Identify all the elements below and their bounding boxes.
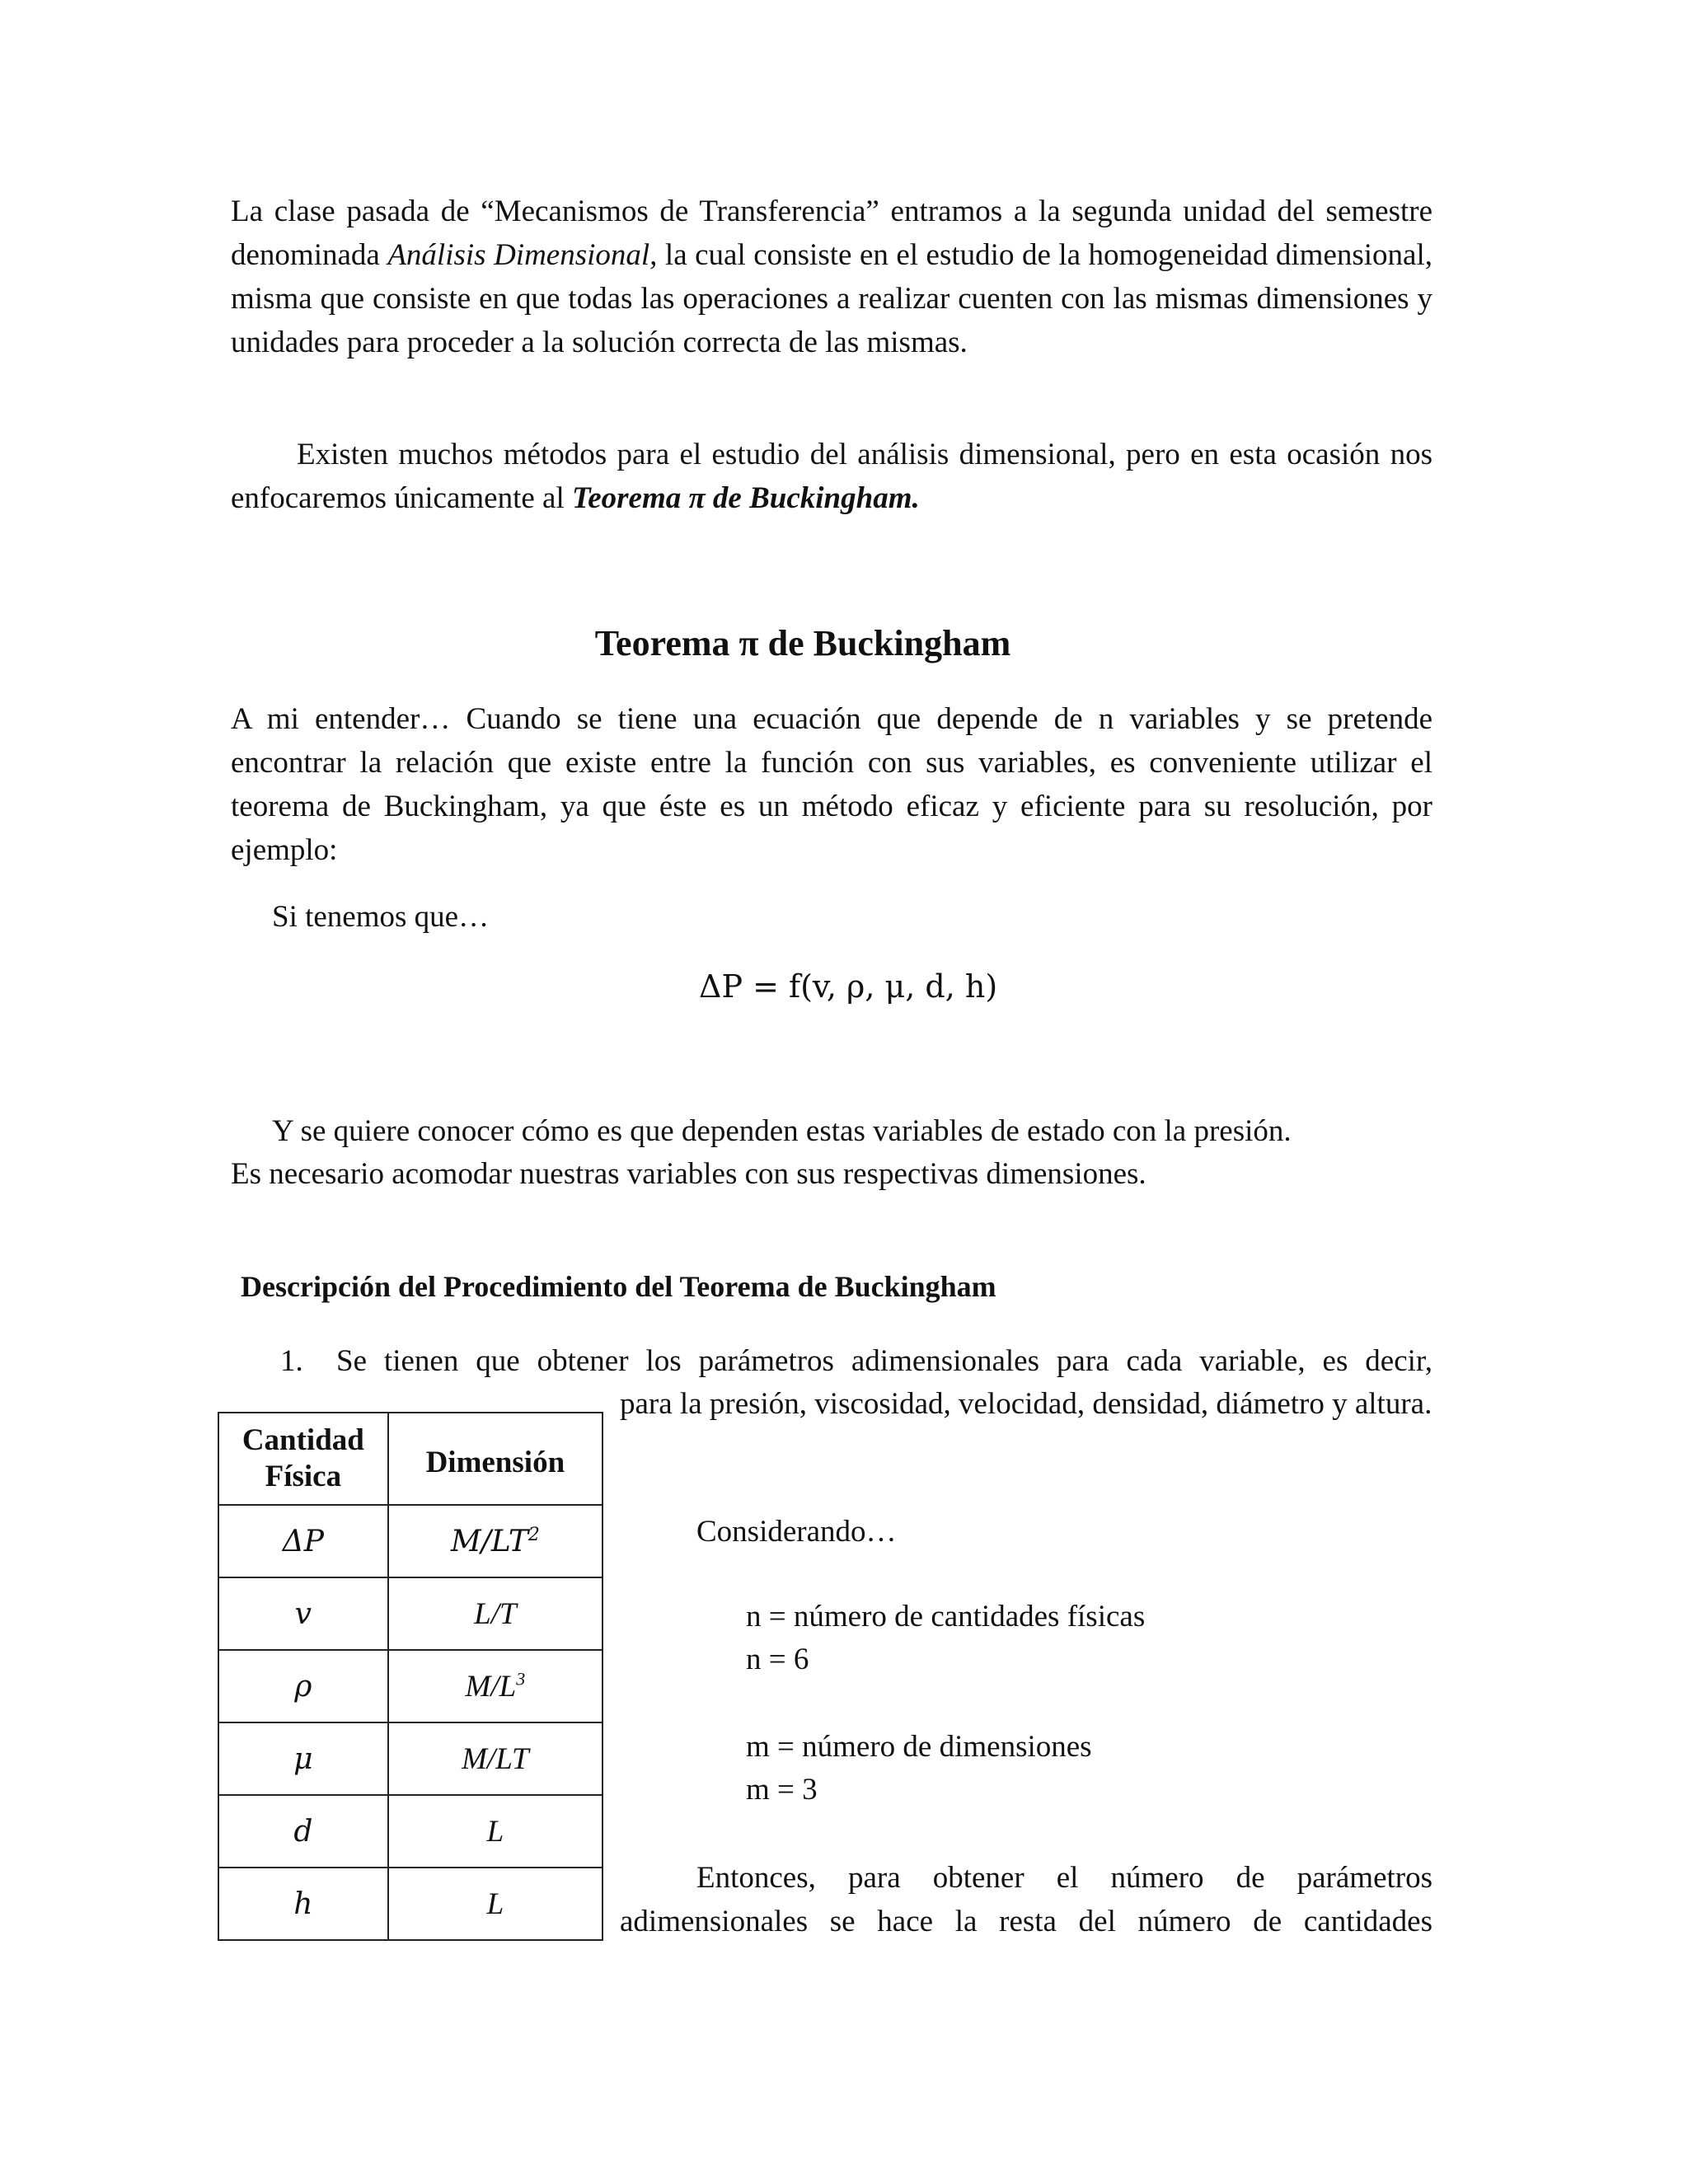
table-row	[218, 1577, 603, 1650]
n-definition: n = número de cantidades físicas	[746, 1600, 1146, 1633]
n-value: n = 6	[746, 1643, 809, 1676]
section-title: Teorema π de Buckingham	[594, 623, 1011, 663]
cell-cantidad: ρ	[218, 1650, 388, 1722]
intro-paragraph-1	[231, 190, 1432, 364]
step1-line1: Se tienen que obtener los parámetros adimensionales para cada variable, es decir,	[336, 1344, 1432, 1378]
table-row	[218, 1868, 603, 1940]
pressure-equation: ΔP = f(v, ρ, μ, d, h)	[699, 968, 998, 1005]
header-fisica-label: Física	[265, 1460, 342, 1493]
procedure-title: Descripción del Procedimiento del Teorema de Buckingham	[241, 1270, 996, 1303]
es-necesario-line: Es necesario acomodar nuestras variables con sus respectivas dimensiones.	[231, 1157, 1146, 1191]
cell-cantidad: μ	[218, 1722, 388, 1795]
section-paragraph: A mi entender… Cuando se tiene una ecuación que depende de n variables y se pretende encontrar la relación que existe entre la función con sus variables, es conveniente utilizar el teorema de Buckingham, ya que éste es un método eficaz y eficiente para su resolución, por ejemplo:	[231, 702, 1432, 867]
dimensions-table	[218, 1412, 603, 1941]
intro-p2-bold: Teorema π de Buckingham.	[572, 481, 920, 515]
cell-dimension	[388, 1505, 603, 1577]
cell-dimension	[388, 1650, 603, 1722]
table-row	[218, 1795, 603, 1868]
intro-paragraph-2	[231, 433, 1432, 520]
m-definition: m = número de dimensiones	[746, 1730, 1092, 1764]
table-header-row	[218, 1413, 603, 1505]
cell-dimension	[388, 1868, 603, 1940]
cell-dimension	[388, 1722, 603, 1795]
intro-p1-text-b: la cual consiste en el estudio de la homogeneidad dimensional, misma que consiste en que todas las operaciones a realizar cuenten con las mismas dimensiones y unidades para proceder a la solución correcta de las mismas.	[231, 238, 1432, 359]
cell-cantidad: h	[218, 1868, 388, 1940]
dimension-exponent: 3	[516, 1668, 526, 1690]
header-dimension	[388, 1413, 603, 1505]
cell-cantidad: d	[218, 1795, 388, 1868]
cell-dimension	[388, 1795, 603, 1868]
table-row	[218, 1505, 603, 1577]
dimension-base: M/L	[465, 1669, 517, 1704]
cell-cantidad: v	[218, 1577, 388, 1650]
dimension-exponent: 2	[528, 1524, 540, 1545]
dimension-base: M/LT	[450, 1524, 528, 1558]
table-row	[218, 1722, 603, 1795]
step1-rest: para la presión, viscosidad, velocidad, densidad, diámetro y altura.	[620, 1387, 1432, 1421]
cell-dimension	[388, 1577, 603, 1650]
dimension-base: L/T	[474, 1596, 517, 1631]
considerando-line: Considerando…	[696, 1515, 897, 1549]
header-dimension-label: Dimensión	[425, 1446, 565, 1479]
header-cantidad-label: Cantidad	[241, 1423, 364, 1457]
intro-p1-text-a: La clase pasada de “Mecanismos de Transferencia” entramos a la segunda unidad del semestre denominada	[231, 194, 1432, 272]
intro-p1-italic: Análisis Dimensional,	[387, 238, 658, 272]
dimension-base: M/LT	[462, 1741, 529, 1776]
step1-number: 1.	[280, 1344, 303, 1378]
cell-cantidad: ΔP	[218, 1505, 388, 1577]
dimension-base: L	[486, 1814, 504, 1849]
header-cantidad-fisica	[218, 1413, 388, 1505]
y-se-quiere-line: Y se quiere conocer cómo es que dependen estas variables de estado con la presión.	[272, 1114, 1292, 1148]
si-tenemos-line: Si tenemos que…	[272, 900, 490, 934]
table-row	[218, 1650, 603, 1722]
entonces-paragraph: Entonces, para obtener el número de parámetros adimensionales se hace la resta del número de cantidades	[620, 1861, 1432, 1938]
dimension-base: L	[486, 1886, 504, 1921]
intro-p2-text: Existen muchos métodos para el estudio del análisis dimensional, pero en esta ocasión nos enfocaremos únicamente al	[231, 438, 1432, 515]
m-value: m = 3	[746, 1773, 818, 1807]
